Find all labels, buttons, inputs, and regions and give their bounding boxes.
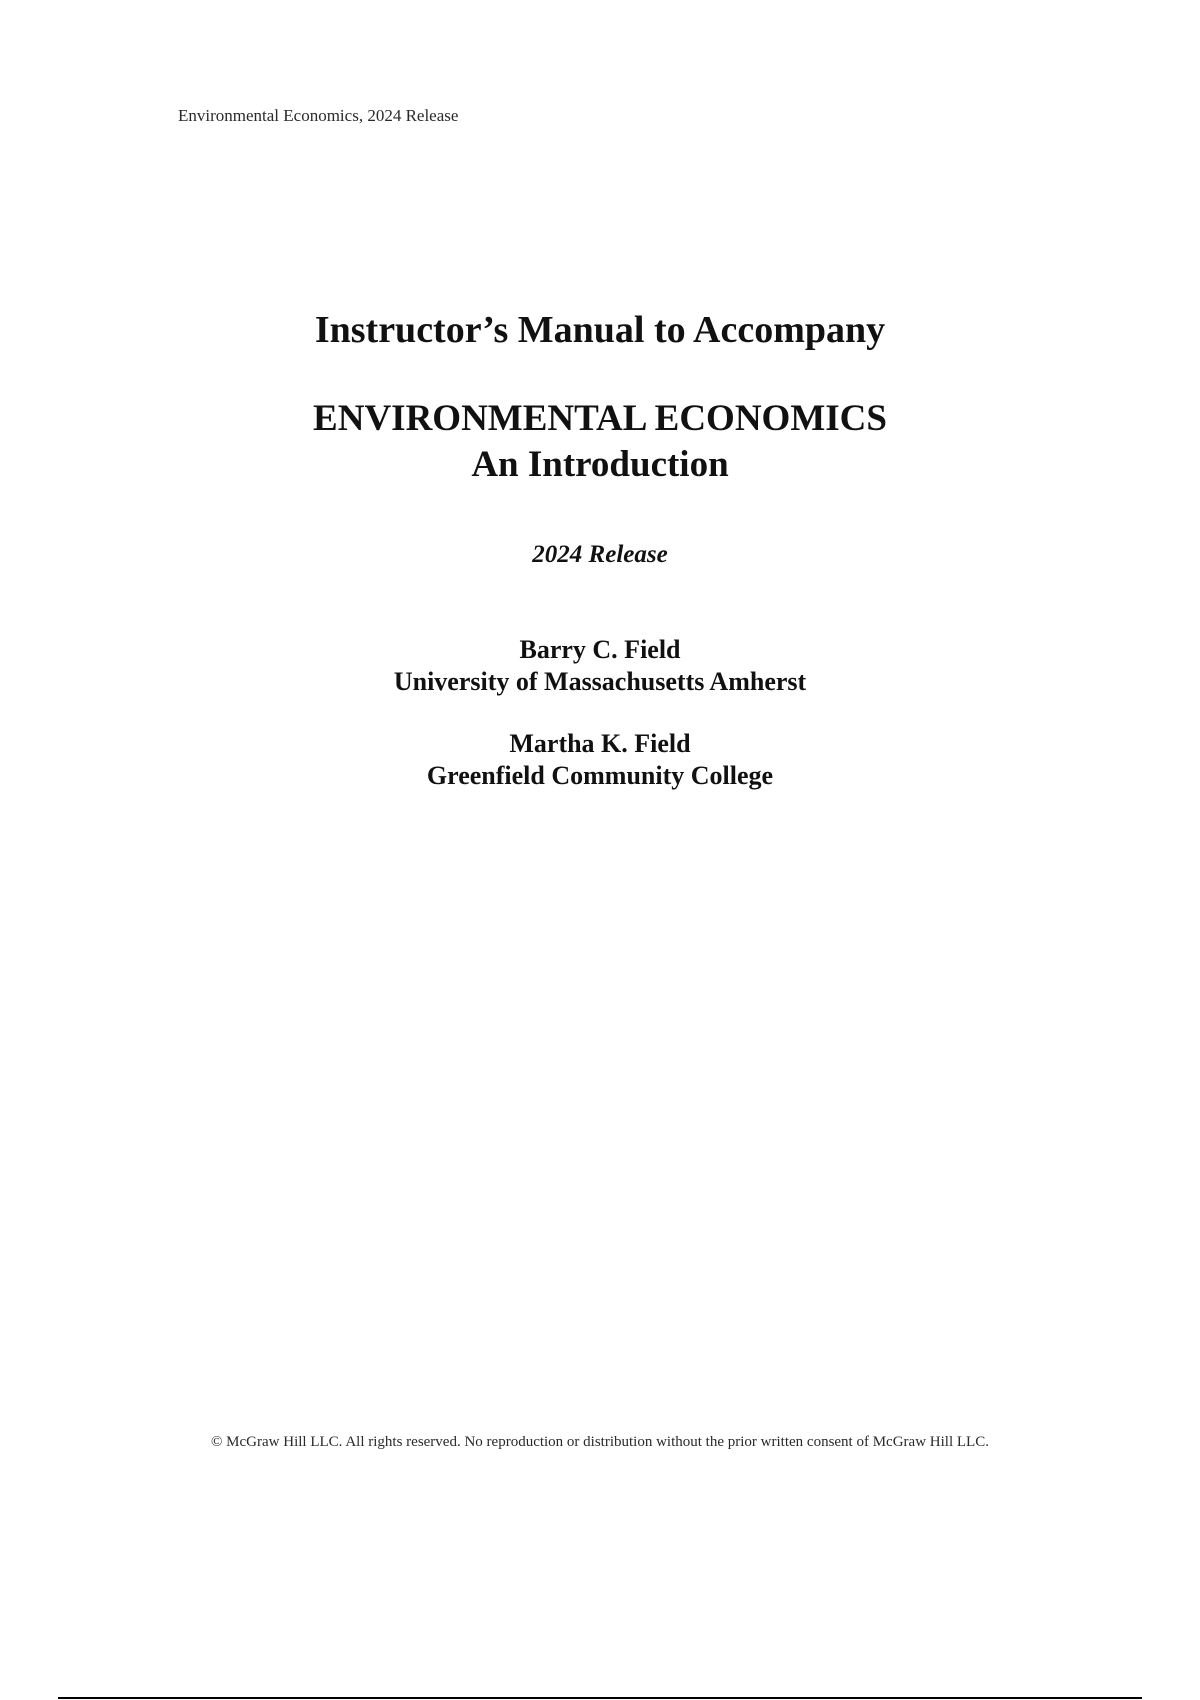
book-title-main: ENVIRONMENTAL ECONOMICS [313,398,887,439]
book-title [0,396,1200,488]
author-block [0,728,1200,792]
author-affiliation: Greenfield Community College [426,761,774,790]
author-name: Martha K. Field [509,729,691,758]
author-block [0,634,1200,698]
copyright-notice: © McGraw Hill LLC. All rights reserved. No reproduction or distribution without the prior written consent of McGraw Hill LLC. [211,1434,989,1450]
author-name: Barry C. Field [519,635,681,664]
release-label: 2024 Release [532,541,668,568]
author-affiliation: University of Massachusetts Amherst [393,667,807,696]
running-header: Environmental Economics, 2024 Release [178,106,459,125]
book-title-subtitle: An Introduction [471,444,729,485]
manual-title: Instructor’s Manual to Accompany [314,309,886,351]
title-block [0,308,1200,792]
bottom-divider [58,1697,1142,1699]
